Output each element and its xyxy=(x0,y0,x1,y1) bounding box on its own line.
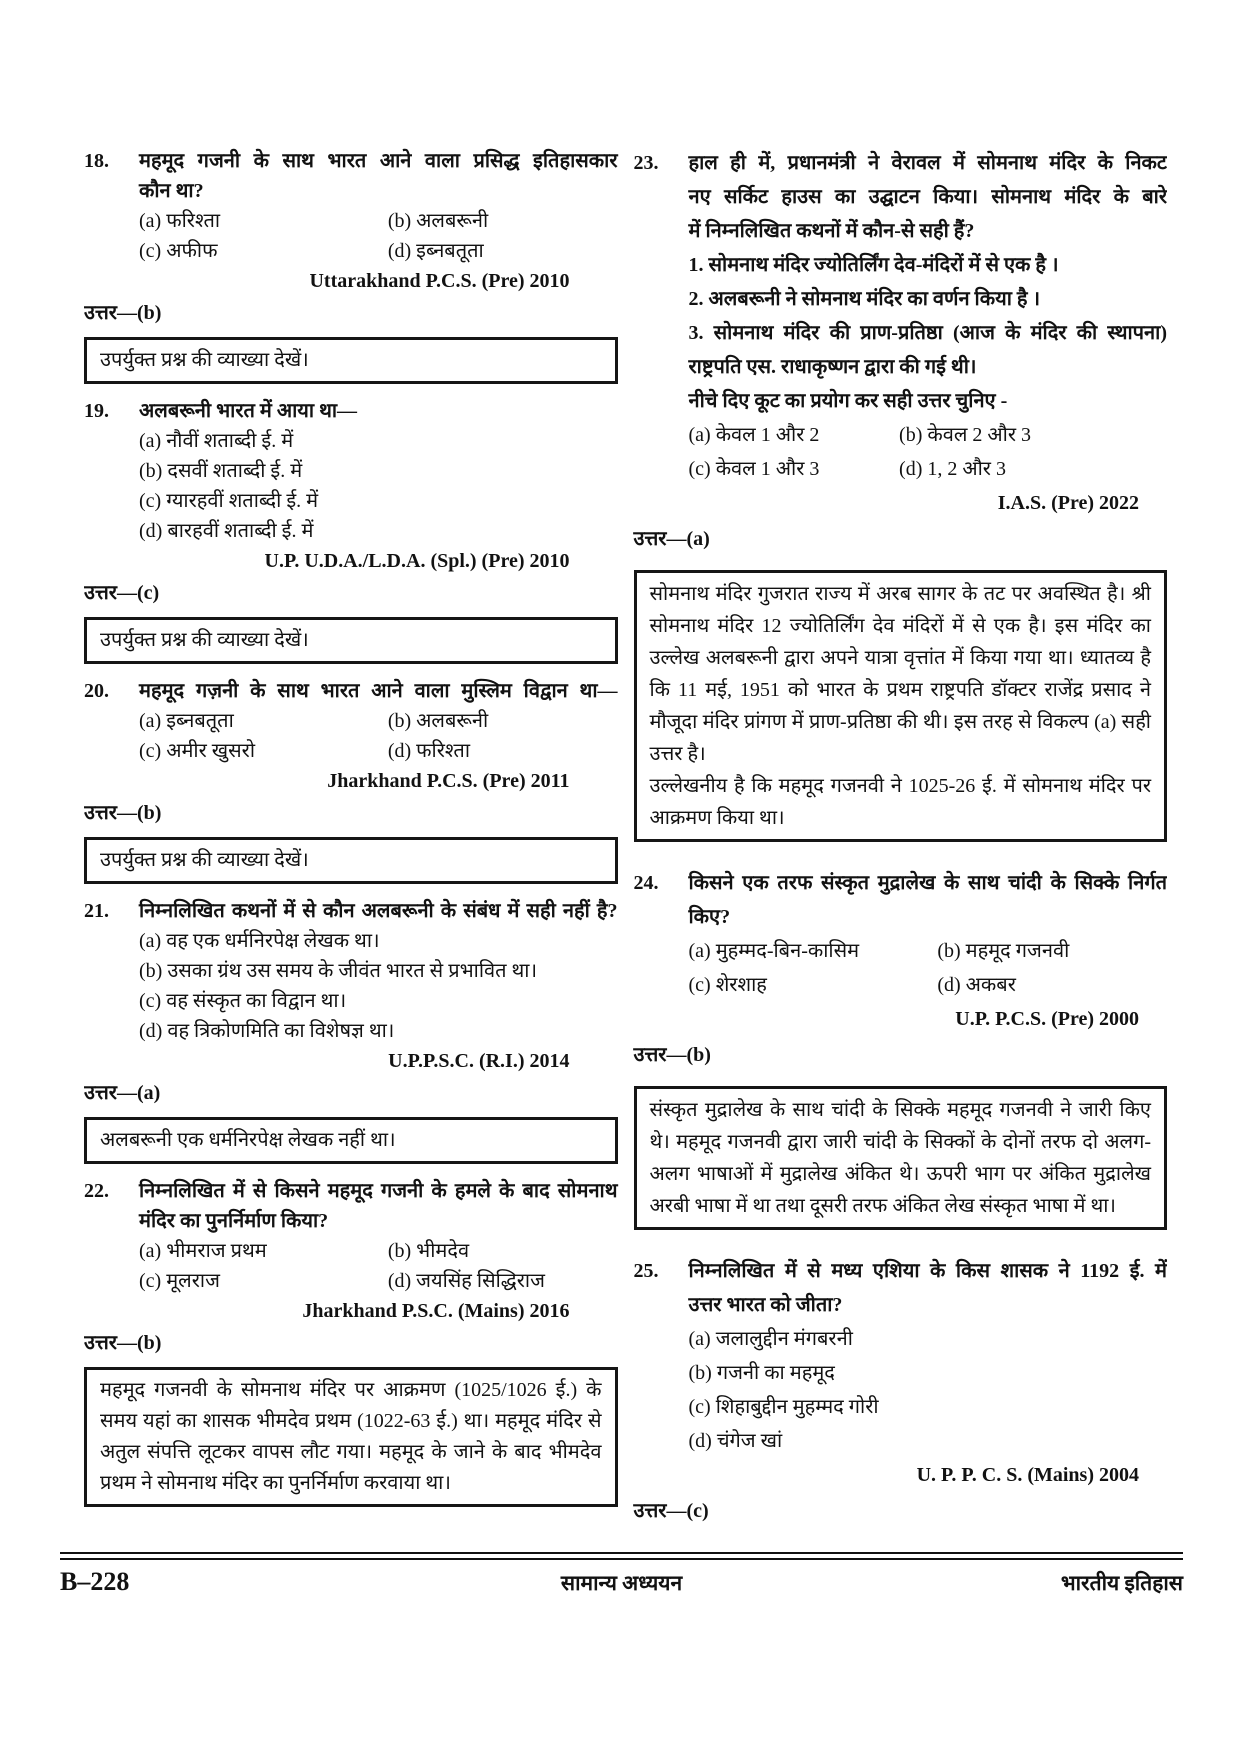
answer-label: उत्तर—(b) xyxy=(84,1332,162,1354)
exam-source: U.P.P.S.C. (R.I.) 2014 xyxy=(388,1050,570,1072)
right-column xyxy=(634,146,1168,1546)
option-d: (d) इब्नबतूता xyxy=(387,240,484,262)
question-18 xyxy=(84,146,618,328)
answer-label: उत्तर—(c) xyxy=(84,582,160,604)
question-22 xyxy=(84,1176,618,1358)
options-list xyxy=(139,926,618,1046)
exam-source: U. P. P. C. S. (Mains) 2004 xyxy=(916,1464,1139,1486)
explanation-text: संस्कृत मुद्रालेख के साथ चांदी के सिक्के महमूद गजनवी ने जारी किए थे। महमूद गजनवी द्वारा जारी चांदी के सिक्कों के दोनों तरफ दो अलग-अलग भाषाओं में मुद्रालेख अंकित थे। ऊपरी भाग पर अंकित मुद्रालेख अरबी भाषा में था तथा दूसरी तरफ अंकित लेख संस्कृत भाषा में था। xyxy=(649,1099,1151,1217)
options-list xyxy=(139,206,618,266)
option-a: (a) जलालुद्दीन मंगबरनी xyxy=(688,1328,853,1350)
statement-1: 1. सोमनाथ मंदिर ज्योतिर्लिंग देव-मंदिरों में से एक है । xyxy=(688,254,1059,276)
question-20-head xyxy=(84,676,618,766)
option-c: (c) अमीर खुसरो xyxy=(139,740,256,762)
exam-source: Uttarakhand P.C.S. (Pre) 2010 xyxy=(309,270,570,292)
question-24-head xyxy=(634,866,1168,1002)
exam-source: U.P. P.C.S. (Pre) 2000 xyxy=(955,1008,1139,1030)
explanation-box xyxy=(634,1086,1168,1230)
explanation-box xyxy=(634,570,1168,842)
question-24 xyxy=(634,866,1168,1072)
option-d: (d) फरिश्ता xyxy=(387,740,470,762)
options-list xyxy=(689,418,1168,486)
question-text-line: उत्तर भारत को जीता? xyxy=(688,1294,843,1316)
option-b: (b) केवल 2 और 3 xyxy=(899,424,1032,446)
question-body xyxy=(689,146,1168,486)
question-21 xyxy=(84,896,618,1108)
answer-label: उत्तर—(a) xyxy=(84,1082,161,1104)
question-22-head xyxy=(84,1176,618,1296)
answer-label: उत्तर—(a) xyxy=(633,528,710,550)
question-text-line: महमूद गज़नी के साथ भारत आने वाला मुस्लिम विद्वान था— xyxy=(139,680,618,702)
options-list xyxy=(139,706,618,766)
option-a: (a) भीमराज प्रथम xyxy=(139,1240,267,1262)
option-a: (a) इब्नबतूता xyxy=(139,710,234,732)
question-number: 21. xyxy=(84,900,109,922)
question-text-line: महमूद गजनी के साथ भारत आने वाला प्रसिद्ध इतिहासकार xyxy=(139,150,618,172)
explanation-text: उपर्युक्त प्रश्न की व्याख्या देखें। xyxy=(100,849,309,871)
option-d: (d) जयसिंह सिद्धिराज xyxy=(387,1270,545,1292)
exam-source: Jharkhand P.S.C. (Mains) 2016 xyxy=(302,1300,570,1322)
explanation-text: उपर्युक्त प्रश्न की व्याख्या देखें। xyxy=(100,349,309,371)
question-number: 19. xyxy=(84,400,109,422)
option-a: (a) केवल 1 और 2 xyxy=(688,424,820,446)
option-c: (c) वह संस्कृत का विद्वान था। xyxy=(139,990,347,1012)
option-b: (b) गजनी का महमूद xyxy=(688,1362,835,1384)
question-25-head xyxy=(634,1254,1168,1458)
question-20 xyxy=(84,676,618,828)
options-list xyxy=(689,934,1168,1002)
answer-label: उत्तर—(c) xyxy=(633,1500,709,1522)
content-columns xyxy=(84,146,1167,1546)
option-b: (b) अलबरूनी xyxy=(387,710,489,732)
explanation-text: अलबरूनी एक धर्मनिरपेक्ष लेखक नहीं था। xyxy=(100,1129,396,1151)
question-body xyxy=(689,866,1168,1002)
question-body xyxy=(139,1176,618,1296)
question-body xyxy=(139,676,618,766)
question-text-line: मंदिर का पुनर्निर्माण किया? xyxy=(139,1210,329,1232)
answer-label: उत्तर—(b) xyxy=(84,802,162,824)
options-list xyxy=(139,1236,618,1296)
option-a: (a) नौवीं शताब्दी ई. में xyxy=(139,430,294,452)
option-c: (c) मूलराज xyxy=(139,1270,220,1292)
question-23 xyxy=(634,146,1168,556)
options-list xyxy=(139,426,618,546)
question-text-line: किसने एक तरफ संस्कृत मुद्रालेख के साथ चांदी के सिक्के निर्गत xyxy=(688,872,1167,894)
option-b: (b) उसका ग्रंथ उस समय के जीवंत भारत से प्रभावित था। xyxy=(139,960,538,982)
question-text-line: हाल ही में, प्रधानमंत्री ने वेरावल में सोमनाथ मंदिर के निकट xyxy=(688,152,1167,174)
option-c: (c) शेरशाह xyxy=(688,974,767,996)
question-text-line: में निम्नलिखित कथनों में कौन-से सही हैं? xyxy=(688,220,975,242)
page-number: B–228 xyxy=(60,1567,130,1596)
page-footer xyxy=(60,1552,1183,1597)
statement-3: 3. सोमनाथ मंदिर की प्राण-प्रतिष्ठा (आज के मंदिर की स्थापना) राष्ट्रपति एस. राधाकृष्णन द्वारा की गई थी। xyxy=(688,322,1167,378)
option-b: (b) अलबरूनी xyxy=(387,210,489,232)
question-text-line: निम्नलिखित में से मध्य एशिया के किस शासक ने 1192 ई. में xyxy=(688,1260,1167,1282)
question-text-line: निम्नलिखित में से किसने महमूद गजनी के हमले के बाद सोमनाथ xyxy=(139,1180,618,1202)
question-text-line: कौन था? xyxy=(139,180,204,202)
question-body xyxy=(139,896,618,1046)
explanation-box xyxy=(84,837,618,884)
question-number: 25. xyxy=(633,1260,659,1282)
footer-center-title: सामान्य अध्ययन xyxy=(560,1571,683,1595)
option-c: (c) अफीफ xyxy=(139,240,218,262)
question-text-line: निम्नलिखित कथनों में से कौन अलबरूनी के संबंध में सही नहीं है? xyxy=(139,900,618,922)
question-body xyxy=(689,1254,1168,1458)
footer-rule xyxy=(60,1552,1183,1560)
explanation-box xyxy=(84,1367,618,1507)
question-19-head xyxy=(84,396,618,546)
question-19 xyxy=(84,396,618,608)
answer-label: उत्तर—(b) xyxy=(633,1044,711,1066)
option-a: (a) मुहम्मद-बिन-कासिम xyxy=(688,940,860,962)
question-number: 20. xyxy=(84,680,109,702)
footer-right-title: भारतीय इतिहास xyxy=(1060,1571,1183,1595)
explanation-box xyxy=(84,1117,618,1164)
question-number: 18. xyxy=(84,150,109,172)
option-b: (b) महमूद गजनवी xyxy=(937,940,1070,962)
option-b: (b) दसवीं शताब्दी ई. में xyxy=(139,460,303,482)
question-text-line: नए सर्किट हाउस का उद्घाटन किया। सोमनाथ मंदिर के बारे xyxy=(688,186,1167,208)
question-number: 24. xyxy=(633,872,659,894)
option-d: (d) बारहवीं शताब्दी ई. में xyxy=(139,520,314,542)
question-text-line: किए? xyxy=(688,906,731,928)
option-c: (c) शिहाबुद्दीन मुहम्मद गोरी xyxy=(688,1396,879,1418)
footer-row xyxy=(60,1560,1183,1597)
options-list xyxy=(689,1322,1168,1458)
option-d: (d) 1, 2 और 3 xyxy=(899,458,1006,480)
option-b: (b) भीमदेव xyxy=(387,1240,470,1262)
code-instruction-line: नीचे दिए कूट का प्रयोग कर सही उत्तर चुनिए - xyxy=(688,390,1008,412)
option-a: (a) वह एक धर्मनिरपेक्ष लेखक था। xyxy=(139,930,380,952)
option-a: (a) फरिश्ता xyxy=(139,210,221,232)
question-25 xyxy=(634,1254,1168,1528)
option-c: (c) ग्यारहवीं शताब्दी ई. में xyxy=(139,490,319,512)
option-d: (d) अकबर xyxy=(937,974,1016,996)
explanation-text: महमूद गजनवी के सोमनाथ मंदिर पर आक्रमण (1025/1026 ई.) के समय यहां का शासक भीमदेव प्रथम (1022-63 ई.) था। महमूद मंदिर से अतुल संपत्ति लूटकर वापस लौट गया। महमूद के जाने के बाद भीमदेव प्रथम ने सोमनाथ मंदिर का पुनर्निर्माण करवाया था। xyxy=(100,1379,602,1494)
explanation-text: सोमनाथ मंदिर गुजरात राज्य में अरब सागर के तट पर अवस्थित है। श्री सोमनाथ मंदिर 12 ज्योतिर्लिंग देव मंदिरों में से एक है। इस मंदिर का उल्लेख अलबरूनी द्वारा अपने यात्रा वृत्तांत में किया गया था। ध्यातव्य है कि 11 मई, 1951 को भारत के प्रथम राष्ट्रपति डॉक्टर राजेंद्र प्रसाद ने मौजूदा मंदिर प्रांगण में प्राण-प्रतिष्ठा की थी। इस तरह से विकल्प (a) सही उत्तर है। xyxy=(649,583,1151,765)
explanation-text: उल्लेखनीय है कि महमूद गजनवी ने 1025-26 ई. में सोमनाथ मंदिर पर आक्रमण किया था। xyxy=(649,775,1151,829)
answer-label: उत्तर—(b) xyxy=(84,302,162,324)
exam-source: U.P. U.D.A./L.D.A. (Spl.) (Pre) 2010 xyxy=(264,550,570,572)
question-18-head xyxy=(84,146,618,266)
question-21-head xyxy=(84,896,618,1046)
question-number: 23. xyxy=(633,152,659,174)
question-text-line: अलबरूनी भारत में आया था— xyxy=(139,400,358,422)
option-d: (d) वह त्रिकोणमिति का विशेषज्ञ था। xyxy=(139,1020,395,1042)
explanation-text: उपर्युक्त प्रश्न की व्याख्या देखें। xyxy=(100,629,309,651)
option-c: (c) केवल 1 और 3 xyxy=(688,458,820,480)
exam-source: I.A.S. (Pre) 2022 xyxy=(997,492,1139,514)
question-23-head xyxy=(634,146,1168,486)
option-d: (d) चंगेज खां xyxy=(688,1430,783,1452)
explanation-box xyxy=(84,337,618,384)
statement-2: 2. अलबरूनी ने सोमनाथ मंदिर का वर्णन किया है । xyxy=(688,288,1041,310)
left-column xyxy=(84,146,618,1546)
exam-source: Jharkhand P.C.S. (Pre) 2011 xyxy=(327,770,570,792)
question-body xyxy=(139,146,618,266)
question-body xyxy=(139,396,618,546)
explanation-box xyxy=(84,617,618,664)
question-number: 22. xyxy=(84,1180,109,1202)
